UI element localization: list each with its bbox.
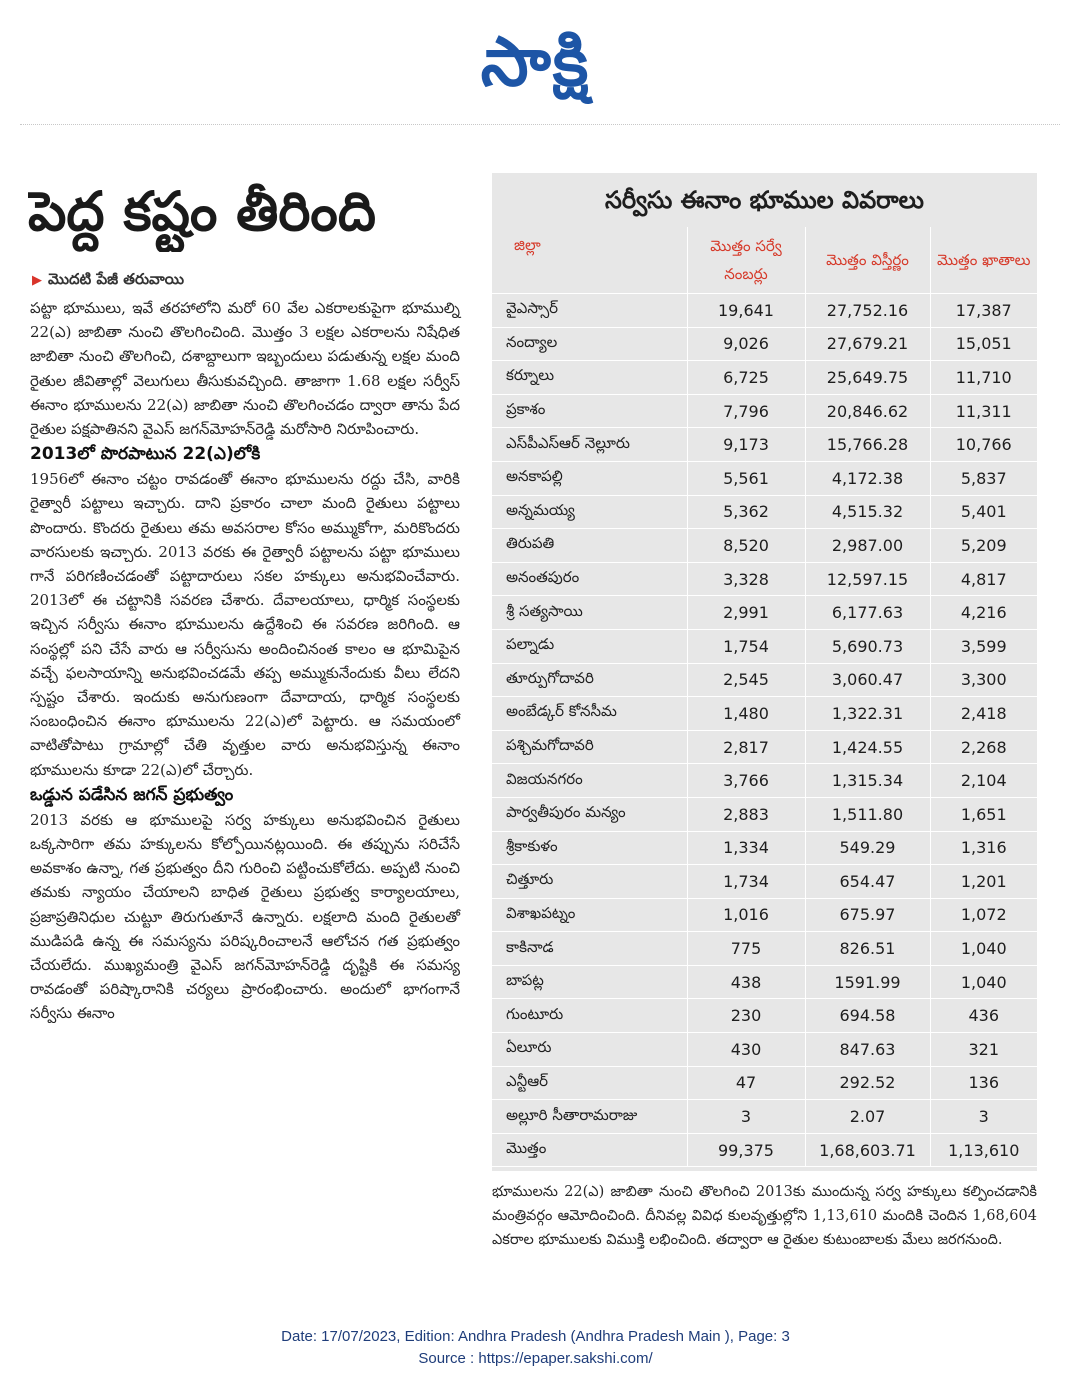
value-cell: 3,328: [687, 562, 805, 596]
district-cell: పార్వతీపురం మన్యం: [492, 797, 687, 831]
article-paragraph: పట్టా భూములు, ఇవే తరహాలోని మరో 60 వేల ఎకరాలకుపైగా భూముల్ని 22(ఎ) జాబితా నుంచి తొలగించింది. మొత్తం 3 లక్షల ఎకరాలను నిషేధిత జాబితా నుంచి తొలగించి, దశాబ్దాలుగా ఇబ్బందులు పడుతున్న లక్షల మంది రైతుల జీవితాల్లో వెలుగులు తీసుకువచ్చింది. తాజాగా 1.68 లక్షల సర్వీస్ ఈనాం భూములను 22(ఎ) జాబితా నుంచి తొలగించడం ద్వారా తాను పేద రైతుల పక్షపాతినని వైఎస్ జగన్‌మోహన్‌రెడ్డి మరోసారి నిరూపించారు.: [30, 299, 460, 439]
district-cell: ఎస్‌పీఎస్‌ఆర్ నెల్లూరు: [492, 428, 687, 462]
value-cell: 10,766: [930, 428, 1037, 462]
table-row: [492, 1066, 1037, 1100]
value-cell: 1,754: [687, 629, 805, 663]
district-cell: అనంతపురం: [492, 562, 687, 596]
district-cell: కర్నూలు: [492, 361, 687, 395]
value-cell: 2,987.00: [805, 529, 930, 563]
footer-date-line: Date: 17/07/2023, Edition: Andhra Pradesh (Andhra Pradesh Main ), Page: 3: [281, 1328, 790, 1345]
value-cell: 9,173: [687, 428, 805, 462]
value-cell: 2,545: [687, 663, 805, 697]
article-body: [30, 296, 460, 1026]
value-cell: 321: [930, 1033, 1037, 1067]
value-cell: 1,480: [687, 697, 805, 731]
play-triangle-icon: ▶: [32, 273, 42, 288]
table-row: [492, 629, 1037, 663]
table-row: [492, 663, 1037, 697]
value-cell: 1,072: [930, 898, 1037, 932]
table-row: [492, 965, 1037, 999]
column-header: జిల్లా: [492, 227, 687, 294]
article-subheading: 2013లో పొరపాటున 22(ఎ)లోకి: [30, 444, 261, 465]
district-cell: కాకినాడ: [492, 932, 687, 966]
value-cell: 438: [687, 965, 805, 999]
value-cell: 1,315.34: [805, 764, 930, 798]
table-row: [492, 394, 1037, 428]
district-cell: వైఎస్సార్: [492, 294, 687, 328]
district-cell: విశాఖపట్నం: [492, 898, 687, 932]
masthead-logo: సాక్షి: [480, 23, 591, 102]
district-cell: అనకాపల్లి: [492, 461, 687, 495]
table-title: సర్వీసు ఈనాం భూముల వివరాలు: [605, 186, 924, 214]
table-row: [492, 361, 1037, 395]
value-cell: 9,026: [687, 327, 805, 361]
district-cell: అల్లూరి సీతారామరాజు: [492, 1100, 687, 1134]
value-cell: 5,401: [930, 495, 1037, 529]
table-row: [492, 461, 1037, 495]
value-cell: 2.07: [805, 1100, 930, 1134]
column-header: మొత్తం విస్తీర్ణం: [805, 227, 930, 294]
value-cell: 4,172.38: [805, 461, 930, 495]
table-row: [492, 865, 1037, 899]
value-cell: 6,725: [687, 361, 805, 395]
district-cell: నంద్యాల: [492, 327, 687, 361]
table-row: [492, 697, 1037, 731]
data-table-box: [492, 173, 1037, 1171]
value-cell: 3: [687, 1100, 805, 1134]
value-cell: 6,177.63: [805, 596, 930, 630]
table-row: [492, 529, 1037, 563]
district-cell: పల్నాడు: [492, 629, 687, 663]
column-header: మొత్తం ఖాతాలు: [930, 227, 1037, 294]
value-cell: 1,424.55: [805, 730, 930, 764]
value-cell: 17,387: [930, 294, 1037, 328]
table-row: [492, 1100, 1037, 1134]
article-paragraph: 1956లో ఈనాం చట్టం రావడంతో ఈనాం భూములను రద్దు చేసి, వారికి రైత్వారీ పట్టాలు ఇచ్చారు. దాని ప్రకారం చాలా మంది రైతులు పట్టాలు పొందారు. కొందరు రైతులు తమ అవసరాల కోసం అమ్ముకోగా, మరికొందరు వారసులకు ఇచ్చారు. 2013 వరకు ఈ రైత్వారీ పట్టాలను పట్టా భూములు గానే పరిగణించడంతో పట్టాదారులు సకల హక్కులు అనుభవించేవారు. 2013లో ఈ చట్టానికి సవరణ చేశారు. దేవాలయాలు, ధార్మిక సంస్థలకు ఇచ్చిన సర్వీసు ఈనాం భూములను ఉద్దేశించి ఈ సవరణ జరిగింది. ఆ సంస్థల్లో పని చేసే వారు ఆ సర్వీసును అందించినంత కాలం ఆ భూమిపైన వచ్చే ఫలసాయాన్ని అనుభవించడమే తప్ప అమ్ముకునేందుకు వీలు లేదని స్పష్టం చేశారు. ఇందుకు అనుగుణంగా దేవాదాయ, ధార్మిక సంస్థలకు సంబంధించిన ఈనాం భూములను 22(ఎ)లో పెట్టారు. ఆ సమయంలో వాటితోపాటు గ్రామాల్లో చేతి వృత్తుల వారు అనుభవిస్తున్న ఈనాం భూములను కూడా 22(ఎ)లో చేర్చారు.: [30, 470, 460, 779]
value-cell: 5,561: [687, 461, 805, 495]
value-cell: 1,201: [930, 865, 1037, 899]
table-row: [492, 428, 1037, 462]
value-cell: 15,051: [930, 327, 1037, 361]
district-cell: చిత్తూరు: [492, 865, 687, 899]
value-cell: 3: [930, 1100, 1037, 1134]
value-cell: 3,300: [930, 663, 1037, 697]
value-cell: 11,311: [930, 394, 1037, 428]
value-cell: 2,418: [930, 697, 1037, 731]
district-cell: ఏలూరు: [492, 1033, 687, 1067]
table-row: [492, 596, 1037, 630]
district-cell: తూర్పుగోదావరి: [492, 663, 687, 697]
crop-divider: [20, 124, 1060, 135]
value-cell: 1,651: [930, 797, 1037, 831]
value-cell: 27,752.16: [805, 294, 930, 328]
table-row: [492, 1033, 1037, 1067]
district-cell: అంబేడ్కర్ కోనసీమ: [492, 697, 687, 731]
value-cell: 99,375: [687, 1133, 805, 1167]
district-cell: మొత్తం: [492, 1133, 687, 1167]
district-cell: ప్రకాశం: [492, 394, 687, 428]
value-cell: 675.97: [805, 898, 930, 932]
value-cell: 430: [687, 1033, 805, 1067]
value-cell: 1,13,610: [930, 1133, 1037, 1167]
value-cell: 1,016: [687, 898, 805, 932]
column-header: మొత్తం సర్వే నంబర్లు: [687, 227, 805, 294]
value-cell: 1,316: [930, 831, 1037, 865]
value-cell: 5,362: [687, 495, 805, 529]
table-row: [492, 797, 1037, 831]
value-cell: 775: [687, 932, 805, 966]
value-cell: 4,216: [930, 596, 1037, 630]
value-cell: 2,268: [930, 730, 1037, 764]
district-cell: విజయనగరం: [492, 764, 687, 798]
value-cell: 1,734: [687, 865, 805, 899]
district-cell: పశ్చిమగోదావరి: [492, 730, 687, 764]
district-cell: అన్నమయ్య: [492, 495, 687, 529]
value-cell: 1,68,603.71: [805, 1133, 930, 1167]
value-cell: 20,846.62: [805, 394, 930, 428]
value-cell: 1,511.80: [805, 797, 930, 831]
value-cell: 2,817: [687, 730, 805, 764]
table-total-row: [492, 1133, 1037, 1167]
table-row: [492, 831, 1037, 865]
value-cell: 19,641: [687, 294, 805, 328]
table-header-row: [492, 227, 1037, 294]
value-cell: 826.51: [805, 932, 930, 966]
value-cell: 11,710: [930, 361, 1037, 395]
value-cell: 1591.99: [805, 965, 930, 999]
value-cell: 5,837: [930, 461, 1037, 495]
value-cell: 1,322.31: [805, 697, 930, 731]
value-cell: 694.58: [805, 999, 930, 1033]
page-footer: [0, 1326, 1071, 1370]
district-cell: శ్రీ సత్యసాయి: [492, 596, 687, 630]
table-caption: భూములను 22(ఎ) జాబితా నుంచి తొలగించి 2013కు ముందున్న సర్వ హక్కులు కల్పించడానికి మంత్రివర్గం ఆమోదించింది. దీనివల్ల వివిధ కులవృత్తుల్లోని 1,13,610 మందికి చెందిన 1,68,604 ఎకరాల భూములకు విముక్తి లభించింది. తద్వారా ఆ రైతుల కుటుంబాలకు మేలు జరగనుంది.: [492, 1184, 1037, 1248]
value-cell: 2,104: [930, 764, 1037, 798]
article-subheading: ఒడ్డున పడేసిన జగన్ ప్రభుత్వం: [30, 784, 234, 805]
table-row: [492, 294, 1037, 328]
value-cell: 2,991: [687, 596, 805, 630]
value-cell: 5,690.73: [805, 629, 930, 663]
value-cell: 15,766.28: [805, 428, 930, 462]
district-cell: శ్రీకాకుళం: [492, 831, 687, 865]
value-cell: 25,649.75: [805, 361, 930, 395]
value-cell: 136: [930, 1066, 1037, 1100]
value-cell: 847.63: [805, 1033, 930, 1067]
value-cell: 4,515.32: [805, 495, 930, 529]
value-cell: 2,883: [687, 797, 805, 831]
value-cell: 3,060.47: [805, 663, 930, 697]
table-row: [492, 932, 1037, 966]
value-cell: 654.47: [805, 865, 930, 899]
footer-source-line: Source : https://epaper.sakshi.com/: [418, 1350, 653, 1367]
table-row: [492, 898, 1037, 932]
value-cell: 1,040: [930, 965, 1037, 999]
value-cell: 1,040: [930, 932, 1037, 966]
article-headline: పెద్ద కష్టం తీరింది: [28, 180, 376, 243]
value-cell: 7,796: [687, 394, 805, 428]
value-cell: 3,766: [687, 764, 805, 798]
table-body: [492, 294, 1037, 1167]
value-cell: 436: [930, 999, 1037, 1033]
table-row: [492, 562, 1037, 596]
value-cell: 8,520: [687, 529, 805, 563]
value-cell: 292.52: [805, 1066, 930, 1100]
data-table: [492, 227, 1037, 1167]
district-cell: ఎన్టీఆర్: [492, 1066, 687, 1100]
district-cell: బాపట్ల: [492, 965, 687, 999]
value-cell: 230: [687, 999, 805, 1033]
value-cell: 5,209: [930, 529, 1037, 563]
article-paragraph: 2013 వరకు ఆ భూములపై సర్వ హక్కులు అనుభవించిన రైతులు ఒక్కసారిగా తమ హక్కులను కోల్పోయినట్లయింది. ఈ తప్పును సరిచేసే అవకాశం ఉన్నా, గత ప్రభుత్వం దీని గురించి పట్టించుకోలేదు. అప్పటి నుంచి తమకు న్యాయం చేయాలని బాధిత రైతులు ప్రభుత్వ కార్యాలయాలు, ప్రజాప్రతినిధుల చుట్టూ తిరుగుతూనే ఉన్నారు. లక్షలాది మంది రైతులతో ముడిపడి ఉన్న ఈ సమస్యను పరిష్కరించాలనే ఆలోచన గత ప్రభుత్వం చేయలేదు. ముఖ్యమంత్రి వైఎస్ జగన్‌మోహన్‌రెడ్డి దృష్టికి ఈ సమస్య రావడంతో పరిష్కారానికి చర్యలు ప్రారంభించారు. అందులో భాగంగానే సర్వీసు ఈనాం: [30, 810, 460, 1023]
district-cell: తిరుపతి: [492, 529, 687, 563]
value-cell: 27,679.21: [805, 327, 930, 361]
value-cell: 1,334: [687, 831, 805, 865]
table-row: [492, 764, 1037, 798]
continuation-label: [32, 270, 184, 292]
table-row: [492, 495, 1037, 529]
value-cell: 4,817: [930, 562, 1037, 596]
value-cell: 549.29: [805, 831, 930, 865]
table-row: [492, 327, 1037, 361]
value-cell: 3,599: [930, 629, 1037, 663]
value-cell: 12,597.15: [805, 562, 930, 596]
table-row: [492, 999, 1037, 1033]
table-row: [492, 730, 1037, 764]
district-cell: గుంటూరు: [492, 999, 687, 1033]
value-cell: 47: [687, 1066, 805, 1100]
continuation-text: మొదటి పేజీ తరువాయి: [48, 270, 185, 288]
